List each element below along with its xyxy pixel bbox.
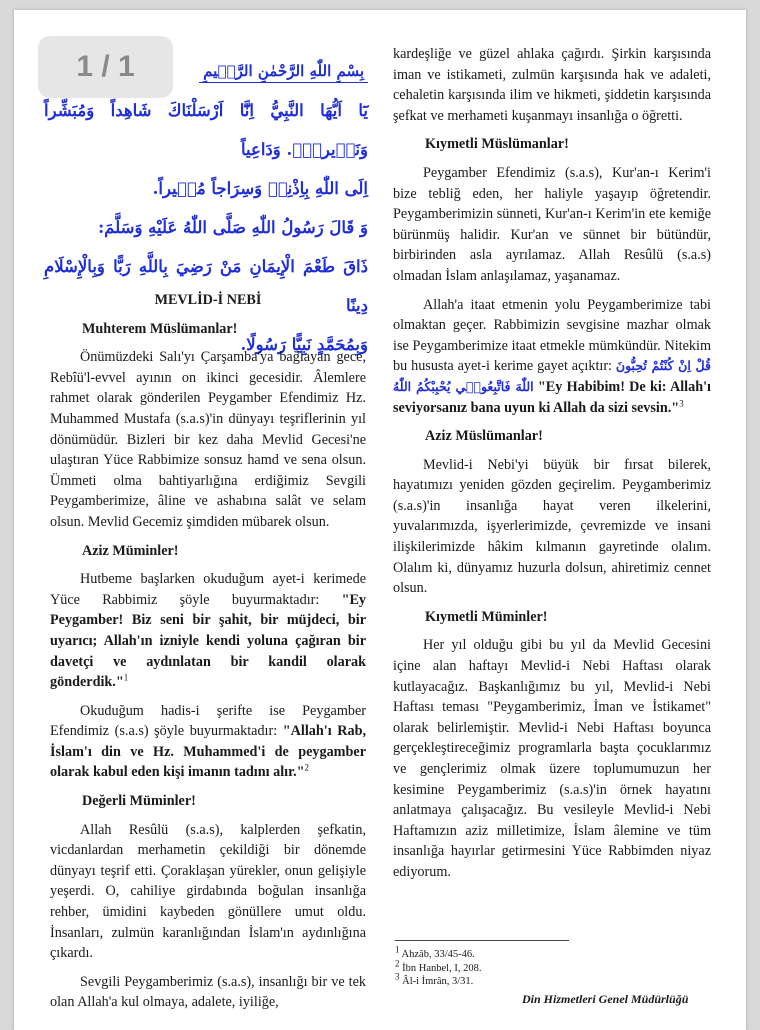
heading-muhterem: Muhterem Müslümanlar! — [82, 320, 238, 337]
paragraph: Peygamber Efendimiz (s.a.s), Kur'an-ı Kerim'i bize tebliğ eden, her haliyle yaşayıp öğretendir. Peygamberimizin sünneti, Kur'an-ı Kerim'in ete kemiğe bürünmüş halidir. Kur'an ve sünnet bir bütündür, birbirinden asla ayrılamaz. Allah Resûlü (s.a.s) olmadan İslam anlaşılamaz, yaşanamaz. — [393, 164, 711, 284]
verse-translation: "Ey Peygamber! Biz seni bir şahit, bir müjdeci, bir uyarıcı; Allah'ın izniyle kendi yoluna çağıran bir davetçi ve aydınlatan bir kandil olarak gönderdik." — [50, 591, 366, 691]
paragraph: kardeşliğe ve güzel ahlaka çağırdı. Şirkin karşısında iman ve istikameti, zulmün karşısında hak ve adaleti, cehaletin karşısında ilim ve hikmeti, şiddetin karşısında şefkat ve merhameti kuşanmayı insanlığa o öğretti. — [393, 46, 711, 124]
arabic-verse-line-2: اِلَى اللّٰهِ بِاِذْنِه۪ وَسِرَاجاً مُن۪يراً. — [152, 179, 368, 198]
footnote-text: Ahzâb, 33/45-46. — [399, 949, 475, 960]
basmala-text: بِسْمِ اللّٰهِ الرَّحْمٰنِ الرَّح۪يمِ — [199, 62, 368, 83]
arabic-hadith-line-2: وَبِمُحَمَّدٍ نَبِيًّا رَسُولًا. — [240, 335, 368, 354]
footnote-divider — [395, 940, 569, 941]
footnote — [395, 944, 481, 962]
heading-aziz-mu-minler: Aziz Müminler! — [82, 542, 179, 559]
footnote-text: Âl-i İmrân, 3/31. — [399, 976, 474, 987]
arabic-hadith-line-1: ذَاقَ طَعْمَ الْإِيمَانِ مَنْ رَضِيَ بِاللَّهِ رَبًّا وَبِالْإِسْلَامِ دِينًا — [44, 257, 368, 315]
paragraph: Allah Resûlü (s.a.s), kalplerden şefkatin, vicdanlardan merhametin çekildiği bir dönemde dünyayı teşrif etti. Çoraklaşan yürekler, onun gelişiyle yeşerdi. O, cahiliye girdabında boğulan insanlığa rehber, ümidini kaybeden gönüllere umut oldu. İnsanları, zulmün karanlığından İslam'ın aydınlığına çıkardı. — [50, 821, 366, 962]
footnote-ref: 2 — [304, 762, 310, 773]
page-counter: 1 / 1 — [38, 36, 173, 98]
hadith-translation: "Allah'ı Rab, İslam'ı din ve Hz. Muhammed'i de peygamber olarak kabul eden kişi imanın tadını alır." — [50, 723, 367, 781]
verse-translation: "Ey Habibim! De ki: Allah'ı seviyorsanız bana uyun ki Allah da sizi sevsin." — [393, 378, 711, 416]
heading-degerli: Değerli Müminler! — [82, 793, 196, 810]
basmala — [44, 62, 368, 83]
left-column — [50, 290, 366, 1021]
paragraph-text: Hutbeme başlarken okuduğum ayet-i kerimede Yüce Rabbimiz şöyle buyurmaktadır: — [50, 571, 366, 608]
paragraph-hadith-translation — [50, 701, 366, 783]
arabic-hadith-intro: وَ قَالَ رَسُولُ اللّٰهِ صَلَّى اللّٰهُ عَلَيْهِ وَسَلَّمَ: — [98, 218, 368, 237]
footnote-number: 1 — [395, 944, 400, 955]
footnotes — [395, 944, 482, 989]
paragraph-ayet — [393, 295, 711, 419]
heading-kiymetli-muminler: Kıymetli Müminler! — [425, 608, 548, 625]
heading-kiymetli-muslumanlar: Kıymetli Müslümanlar! — [425, 136, 569, 153]
paragraph: Her yıl olduğu gibi bu yıl da Mevlid Gecesini içine alan haftayı Mevlid-i Nebi Haftası olarak kutlayacağız. Başkanlığımız bu yıl, Mevlid-i Nebi Haftası teması "Peygamberimiz, İman ve İstikamet" olarak belirlemiştir. Mevlid-i Nebi Haftası boyunca gerçekleştireceğimiz programlarla başta çocuklarımız ve gençlerimiz olmak üzere toplumumuzun her kesimine Peygamberimiz (s.a.s)'in örnek hayatını anlatmaya çalışacağız. Bu vesileyle Mevlid-i Nebi Haftamızın aziz milletimize, İslam âlemine ve tüm insanlığa hayırlar getirmesini Yüce Rabbimden niyaz ediyorum. — [393, 637, 711, 880]
footnote-number: 2 — [395, 958, 400, 968]
paragraph-text: Allah'a itaat etmenin yolu Peygamberimize tabi olmaktan geçer. Rabbimizin sevgisine mazhar olmak ise Peygamberimize itaat etmekle mümkündür. Nitekim bu hususta ayet-i kerime gayet açıktır: — [393, 296, 711, 375]
footnote — [395, 958, 482, 976]
sermon-title: MEVLİD-İ NEBİ — [154, 292, 262, 308]
footnote — [395, 971, 481, 989]
paragraph: Mevlid-i Nebi'yi büyük bir fırsat bilerek, hayatımızı yeniden gözden geçirelim. Peygamberimiz (s.a.s)'in insanlığa hayat veren ilkelerini, yuvalarımızda, işyerlerimizde, çevremizde ve insani ilişkilerimizde hâkim kılmanın gayretinde olalım. Olalım ki, dünyamız huzurla dolsun, ahiretimiz cennet olsun. — [393, 456, 711, 597]
right-column — [393, 44, 711, 891]
heading-aziz-muslumanlar: Aziz Müslümanlar! — [425, 428, 543, 445]
arabic-inline-verse: قُلْ اِنْ كُنْتُمْ تُحِبُّونَ اللّٰهَ فَاتَّبِعُون۪ي يُحْبِبْكُمُ اللّٰهُ — [393, 358, 711, 394]
footnote-ref: 3 — [679, 397, 684, 408]
arabic-verse-line-1: يَٓا اَيُّهَا النَّبِيُّ اِنَّٓا اَرْسَلْنَاكَ شَاهِداً وَمُبَشِّراً وَنَذ۪يراًۙ. وَدَاعِياً — [44, 101, 368, 159]
paragraph: Önümüzdeki Salı'yı Çarşamba'ya bağlayan gece, Rebîü'l-evvel ayının on ikinci gecesidir. Âlemlere rahmet olarak gönderilen Peygamber Efendimiz Hz. Muhammed Mustafa (s.a.s)'in dünyayı teşriflerinin yıl dönümüdür. Bizleri bir kez daha Mevlid Gecesi'ne ulaştıran Yüce Rabbimize sonsuz hamd ve sena olsun. Ümmeti olma bahtiyarlığına erdiğimiz Sevgili Peygamberimize, âline ve ashabına salât ve selam olsun. Mevlid Gecemiz şimdiden mübarek olsun. — [50, 349, 366, 530]
footnote-text: İbn Hanbel, I, 208. — [399, 962, 482, 974]
paragraph-text: Okuduğum hadis-i şerifte ise Peygamber Efendimiz (s.a.s) şöyle buyurmaktadır: — [50, 702, 366, 740]
paragraph-verse-translation — [50, 569, 366, 693]
footnote-number: 3 — [395, 971, 400, 982]
paragraph: Sevgili Peygamberimiz (s.a.s), insanlığı bir ve tek olan Allah'a kul olmaya, adalete, iyiliğe, — [50, 973, 366, 1011]
footnote-ref: 1 — [123, 672, 129, 683]
footer-publisher: Din Hizmetleri Genel Müdürlüğü — [522, 992, 689, 1006]
